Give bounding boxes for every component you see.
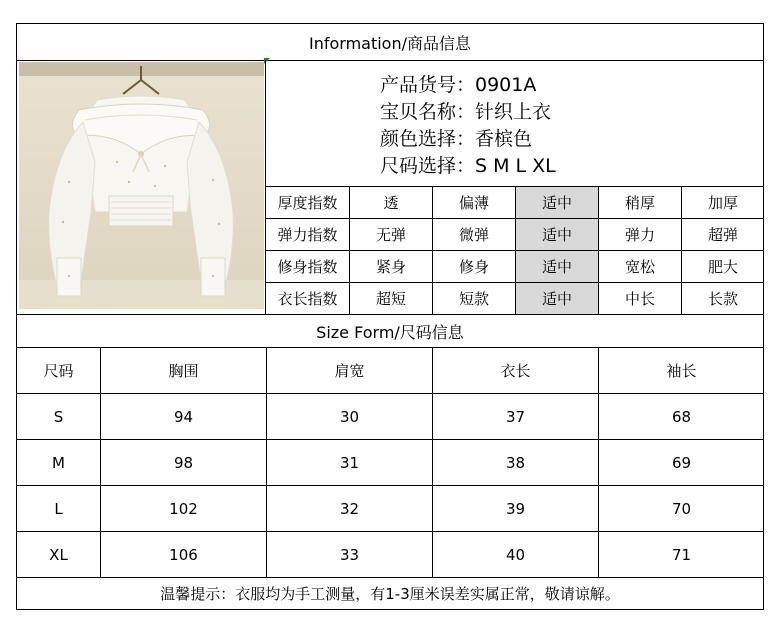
index-option: 透 [383,194,399,212]
size-cell: 32 [339,499,360,518]
index-option: 适中 [516,219,598,250]
size-cell: 33 [339,545,360,564]
index-label: 弹力指数 [277,226,338,244]
size-cell: 30 [339,407,360,426]
product-code: 产品货号：0901A [380,74,537,96]
size-cell: 70 [671,499,692,518]
index-option: 适中 [516,251,598,282]
index-option: 肥大 [707,258,738,276]
product-sizes: 尺码选择：S M L XL [380,155,556,177]
size-cell: M [52,453,65,472]
size-header-cell: 胸围 [168,362,199,380]
product-name: 宝贝名称：针织上衣 [380,101,552,123]
size-cell: 38 [505,453,526,472]
product-photo [19,62,264,309]
index-option: 加厚 [707,194,738,212]
white-lace-blouse-on-hanger-photo [19,62,264,309]
size-cell: XL [49,545,68,564]
size-cell: 37 [505,407,526,426]
size-cell: 31 [339,453,360,472]
index-option: 宽松 [624,258,655,276]
size-header-cell: 袖长 [666,362,697,380]
size-cell: 69 [671,453,692,472]
size-header-cell: 肩宽 [334,362,365,380]
index-option: 短款 [458,290,489,308]
index-label: 修身指数 [277,258,338,276]
size-cell: 71 [671,545,692,564]
product-color: 颜色选择：香槟色 [380,128,533,150]
index-option: 微弹 [458,226,489,244]
index-option: 偏薄 [458,194,489,212]
index-option: 超短 [375,290,406,308]
size-cell: 106 [169,545,198,564]
size-header-cell: 衣长 [500,362,531,380]
index-option: 紧身 [375,258,406,276]
index-option: 修身 [458,258,489,276]
size-cell: 39 [505,499,526,518]
info-header-title: Information/商品信息 [308,33,471,53]
size-cell: 98 [173,453,194,472]
index-option: 弹力 [624,226,655,244]
index-option: 稍厚 [624,194,655,212]
index-label: 衣长指数 [277,290,338,308]
index-option: 超弹 [707,226,738,244]
index-option: 适中 [516,187,598,218]
size-cell: S [53,407,64,426]
size-form-title: Size Form/尺码信息 [316,322,464,342]
index-label: 厚度指数 [277,194,338,212]
size-cell: 40 [505,545,526,564]
size-cell: 102 [169,499,198,518]
index-option: 适中 [516,283,598,314]
size-header-cell: 尺码 [43,362,74,380]
index-option: 无弹 [375,226,406,244]
footer-note: 温馨提示：衣服均为手工测量，有1-3厘米误差实属正常，敬请谅解。 [160,585,620,603]
size-cell: 68 [671,407,692,426]
index-option: 中长 [624,290,655,308]
index-option: 长款 [707,290,738,308]
size-cell: L [54,499,63,518]
size-cell: 94 [173,407,194,426]
